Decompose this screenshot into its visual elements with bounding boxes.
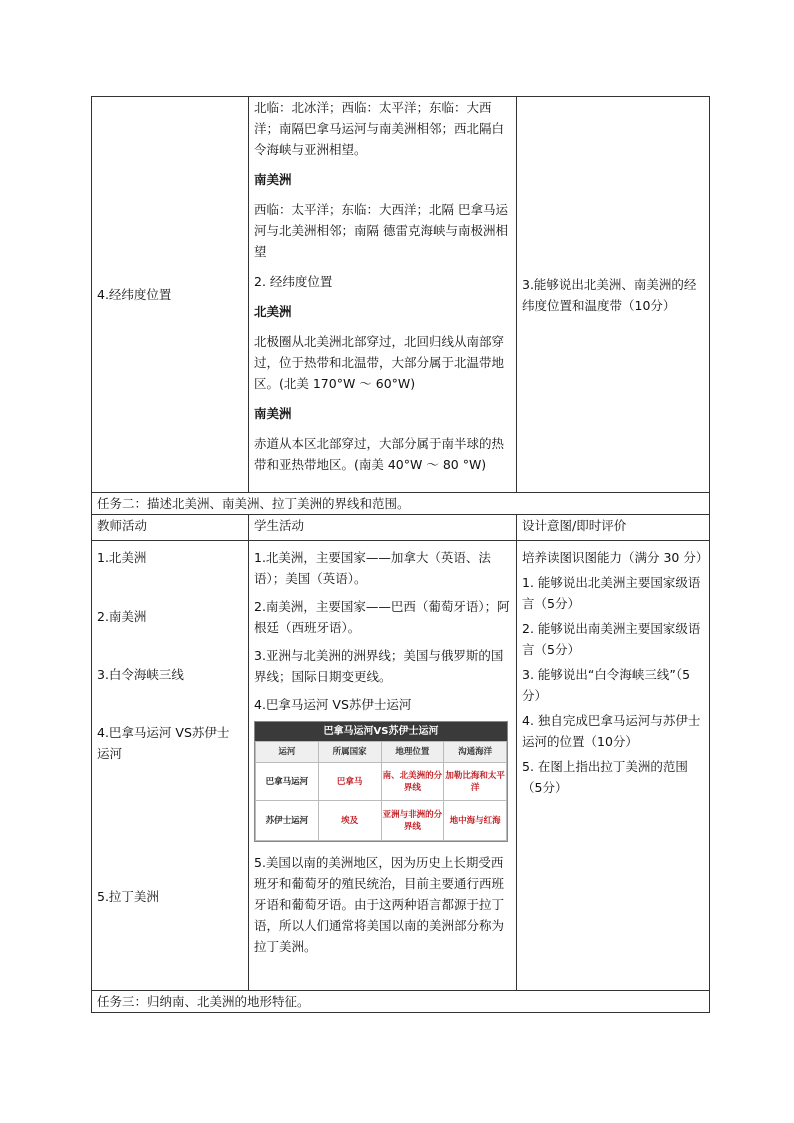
canal-cell: 亚洲与非洲的分界线 [381, 801, 444, 841]
eval-item: 4. 独自完成巴拿马运河与苏伊士运河的位置（10分） [522, 713, 701, 749]
canal-row [256, 801, 507, 841]
heading: 北美洲 [254, 304, 292, 319]
canal-cell: 加勒比海和太平洋 [444, 763, 507, 801]
table-row [92, 541, 710, 991]
teacher-item: 4.巴拿马运河 VS苏伊士运河 [97, 725, 230, 761]
teacher-item: 2.南美洲 [97, 609, 147, 624]
student-item: 4.巴拿马运河 VS苏伊士运河 [254, 697, 412, 712]
header-teacher: 教师活动 [92, 515, 249, 541]
paragraph: 北临：北冰洋；西临：太平洋；东临：大西洋；南隔巴拿马运河与南美洲相邻；西北隔白令海峡与亚洲相望。 [254, 100, 505, 157]
canal-cell: 南、北美洲的分界线 [381, 763, 444, 801]
teacher-item: 1.北美洲 [97, 550, 147, 565]
heading: 南美洲 [254, 172, 292, 187]
canal-cell: 地中海与红海 [444, 801, 507, 841]
eval-item: 1. 能够说出北美洲主要国家级语言（5分） [522, 575, 701, 611]
table-row [92, 97, 710, 493]
eval-item: 5. 在图上指出拉丁美洲的范围（5分） [522, 759, 688, 795]
paragraph: 北极圈从北美洲北部穿过，北回归线从南部穿过，位于热带和北温带，大部分属于北温带地区。(北美 170°W ～ 60°W) [254, 334, 505, 391]
evaluation-text: 3.能够说出北美洲、南美洲的经纬度位置和温度带（10分） [522, 276, 697, 313]
canal-header-cell: 地理位置 [381, 742, 444, 763]
teacher-item: 5.拉丁美洲 [97, 889, 159, 904]
task-title: 任务二：描述北美洲、南美洲、拉丁美洲的界线和范围。 [92, 493, 710, 515]
canal-table-header [256, 742, 507, 763]
canal-table [255, 741, 507, 841]
header-row [92, 515, 710, 541]
teacher-activity-label: 4.经纬度位置 [97, 287, 172, 302]
canal-comparison-image [254, 721, 508, 842]
paragraph: 西临：太平洋；东临：大西洋；北隔 巴拿马运河与北美洲相邻；南隔 德雷克海峡与南极洲相望 [254, 202, 508, 259]
sub-heading: 2. 经纬度位置 [254, 274, 333, 289]
student-item: 5.美国以南的美洲地区，因为历史上长期受西班牙和葡萄牙的殖民统治，目前主要通行西班牙语和葡萄牙语。由于这两种语言都源于拉丁语，所以人们通常将美国以南的美洲部分称为拉丁美洲。 [254, 855, 505, 954]
eval-item: 培养读图识图能力（满分 30 分） [522, 550, 709, 565]
canal-header-cell: 所属国家 [318, 742, 381, 763]
task-title-row [92, 493, 710, 515]
canal-table-title: 巴拿马运河VS苏伊士运河 [255, 722, 507, 741]
canal-name: 苏伊士运河 [256, 801, 319, 841]
canal-header-cell: 沟通海洋 [444, 742, 507, 763]
canal-row [256, 763, 507, 801]
student-cell [249, 541, 517, 991]
evaluation-cell [517, 97, 710, 493]
student-item: 1.北美洲，主要国家——加拿大（英语、法语）；美国（英语）。 [254, 550, 491, 586]
student-item: 2.南美洲，主要国家——巴西（葡萄牙语）；阿根廷（西班牙语）。 [254, 599, 510, 635]
heading: 南美洲 [254, 406, 292, 421]
teacher-item: 3.白令海峡三线 [97, 667, 184, 682]
teacher-cell [92, 97, 249, 493]
paragraph: 赤道从本区北部穿过，大部分属于南半球的热带和亚热带地区。(南美 40°W ～ 80 °W) [254, 436, 505, 472]
header-student: 学生活动 [249, 515, 517, 541]
lesson-table [91, 96, 710, 1013]
task-title-row [92, 991, 710, 1013]
evaluation-cell [517, 541, 710, 991]
canal-cell: 埃及 [318, 801, 381, 841]
eval-item: 2. 能够说出南美洲主要国家级语言（5分） [522, 621, 701, 657]
canal-name: 巴拿马运河 [256, 763, 319, 801]
header-eval: 设计意图/即时评价 [517, 515, 710, 541]
task-title: 任务三：归纳南、北美洲的地形特征。 [92, 991, 710, 1013]
student-item: 3.亚洲与北美洲的洲界线；美国与俄罗斯的国界线；国际日期变更线。 [254, 648, 504, 684]
eval-item: 3. 能够说出“白令海峡三线”（5分） [522, 667, 691, 703]
teacher-cell [92, 541, 249, 991]
canal-header-cell: 运河 [256, 742, 319, 763]
canal-cell: 巴拿马 [318, 763, 381, 801]
student-cell [249, 97, 517, 493]
